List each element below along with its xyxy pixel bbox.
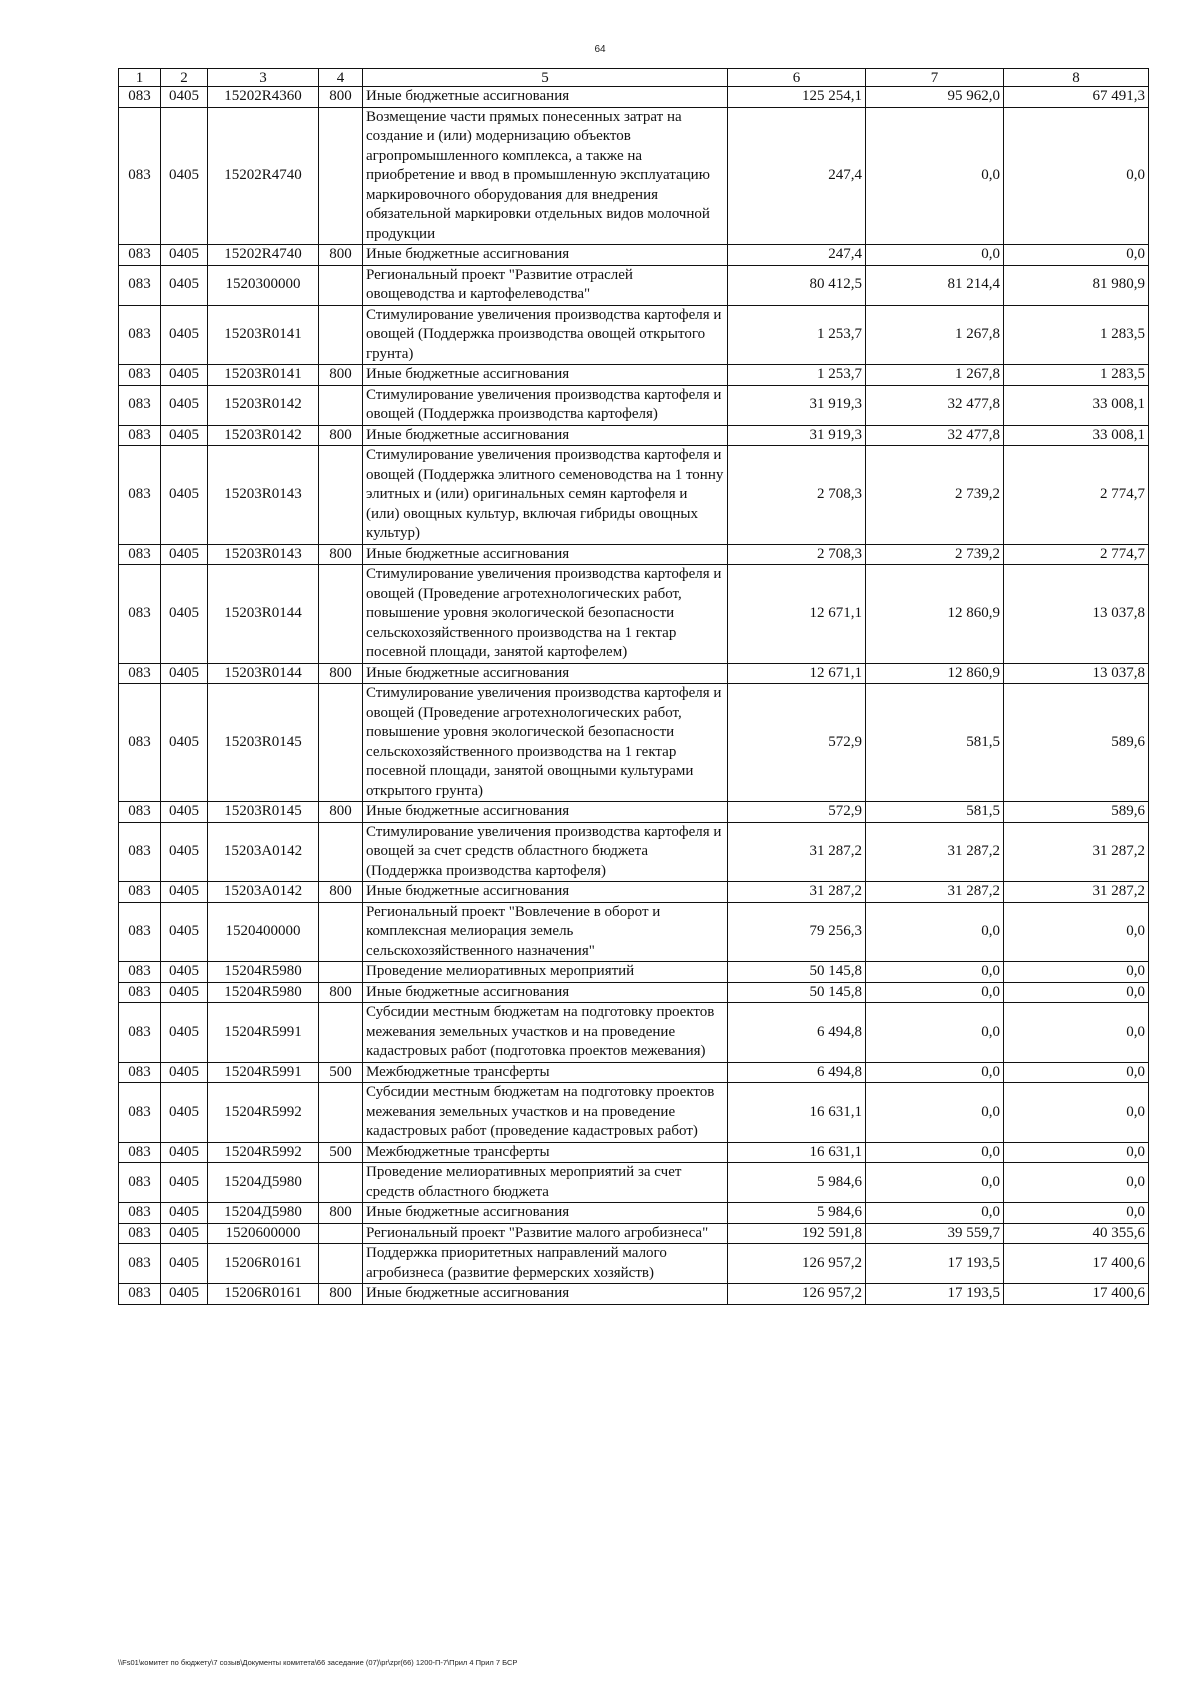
target-article-code: 15204R5980 bbox=[208, 962, 319, 983]
amount-column-7: 2 739,2 bbox=[866, 446, 1004, 545]
amount-column-6: 16 631,1 bbox=[728, 1083, 866, 1143]
target-article-code: 15203R0143 bbox=[208, 446, 319, 545]
ministry-code: 083 bbox=[119, 365, 161, 386]
amount-column-7: 581,5 bbox=[866, 684, 1004, 802]
amount-column-6: 12 671,1 bbox=[728, 565, 866, 664]
item-description: Межбюджетные трансферты bbox=[363, 1142, 728, 1163]
ministry-code: 083 bbox=[119, 245, 161, 266]
amount-column-7: 31 287,2 bbox=[866, 882, 1004, 903]
amount-column-8: 0,0 bbox=[1004, 1142, 1149, 1163]
amount-column-8: 40 355,6 bbox=[1004, 1223, 1149, 1244]
item-description: Региональный проект "Развитие отраслей овощеводства и картофелеводства" bbox=[363, 265, 728, 305]
table-row bbox=[119, 1284, 1149, 1305]
amount-column-8: 0,0 bbox=[1004, 1203, 1149, 1224]
ministry-code: 083 bbox=[119, 544, 161, 565]
item-description: Проведение мелиоративных мероприятий bbox=[363, 962, 728, 983]
ministry-code: 083 bbox=[119, 565, 161, 664]
ministry-code: 083 bbox=[119, 1223, 161, 1244]
amount-column-6: 31 919,3 bbox=[728, 425, 866, 446]
ministry-code: 083 bbox=[119, 802, 161, 823]
column-number-row bbox=[119, 69, 1149, 87]
amount-column-7: 1 267,8 bbox=[866, 305, 1004, 365]
amount-column-8: 0,0 bbox=[1004, 902, 1149, 962]
section-code: 0405 bbox=[161, 446, 208, 545]
item-description: Иные бюджетные ассигнования bbox=[363, 982, 728, 1003]
table-row bbox=[119, 684, 1149, 802]
amount-column-7: 39 559,7 bbox=[866, 1223, 1004, 1244]
table-row bbox=[119, 565, 1149, 664]
table-row bbox=[119, 1003, 1149, 1063]
section-code: 0405 bbox=[161, 365, 208, 386]
amount-column-8: 0,0 bbox=[1004, 245, 1149, 266]
amount-column-7: 0,0 bbox=[866, 245, 1004, 266]
item-description: Поддержка приоритетных направлений малого агробизнеса (развитие фермерских хозяйств) bbox=[363, 1244, 728, 1284]
ministry-code: 083 bbox=[119, 663, 161, 684]
table-row bbox=[119, 305, 1149, 365]
table-row bbox=[119, 1163, 1149, 1203]
expense-type-code bbox=[319, 265, 363, 305]
table-row bbox=[119, 265, 1149, 305]
target-article-code: 15203R0142 bbox=[208, 425, 319, 446]
expense-type-code: 800 bbox=[319, 1284, 363, 1305]
target-article-code: 15204R5992 bbox=[208, 1142, 319, 1163]
target-article-code: 15202R4740 bbox=[208, 245, 319, 266]
table-row bbox=[119, 365, 1149, 386]
target-article-code: 15202R4360 bbox=[208, 87, 319, 108]
table-row bbox=[119, 1062, 1149, 1083]
page-number: 64 bbox=[594, 44, 606, 55]
ministry-code: 083 bbox=[119, 305, 161, 365]
table-row bbox=[119, 902, 1149, 962]
column-header: 3 bbox=[208, 69, 319, 87]
table-row bbox=[119, 1203, 1149, 1224]
expense-type-code: 500 bbox=[319, 1062, 363, 1083]
amount-column-6: 247,4 bbox=[728, 107, 866, 245]
expense-type-code: 800 bbox=[319, 245, 363, 266]
item-description: Стимулирование увеличения производства картофеля и овощей (Поддержка производства овощей открытого грунта) bbox=[363, 305, 728, 365]
ministry-code: 083 bbox=[119, 822, 161, 882]
section-code: 0405 bbox=[161, 663, 208, 684]
column-header: 6 bbox=[728, 69, 866, 87]
amount-column-6: 16 631,1 bbox=[728, 1142, 866, 1163]
target-article-code: 15203R0141 bbox=[208, 305, 319, 365]
target-article-code: 15206R0161 bbox=[208, 1244, 319, 1284]
section-code: 0405 bbox=[161, 802, 208, 823]
section-code: 0405 bbox=[161, 245, 208, 266]
target-article-code: 15203R0143 bbox=[208, 544, 319, 565]
item-description: Региональный проект "Развитие малого агробизнеса" bbox=[363, 1223, 728, 1244]
table-row bbox=[119, 1083, 1149, 1143]
ministry-code: 083 bbox=[119, 882, 161, 903]
ministry-code: 083 bbox=[119, 1284, 161, 1305]
expense-type-code bbox=[319, 684, 363, 802]
amount-column-8: 17 400,6 bbox=[1004, 1284, 1149, 1305]
item-description: Иные бюджетные ассигнования bbox=[363, 882, 728, 903]
column-header: 4 bbox=[319, 69, 363, 87]
amount-column-7: 0,0 bbox=[866, 1003, 1004, 1063]
amount-column-6: 6 494,8 bbox=[728, 1003, 866, 1063]
section-code: 0405 bbox=[161, 385, 208, 425]
amount-column-6: 31 919,3 bbox=[728, 385, 866, 425]
amount-column-8: 2 774,7 bbox=[1004, 446, 1149, 545]
section-code: 0405 bbox=[161, 1163, 208, 1203]
amount-column-7: 17 193,5 bbox=[866, 1244, 1004, 1284]
amount-column-7: 0,0 bbox=[866, 1203, 1004, 1224]
section-code: 0405 bbox=[161, 265, 208, 305]
expense-type-code bbox=[319, 822, 363, 882]
table-row bbox=[119, 446, 1149, 545]
amount-column-8: 13 037,8 bbox=[1004, 663, 1149, 684]
item-description: Иные бюджетные ассигнования bbox=[363, 544, 728, 565]
amount-column-6: 50 145,8 bbox=[728, 962, 866, 983]
target-article-code: 15204R5991 bbox=[208, 1003, 319, 1063]
expense-type-code bbox=[319, 385, 363, 425]
ministry-code: 083 bbox=[119, 1062, 161, 1083]
target-article-code: 15203R0144 bbox=[208, 565, 319, 664]
item-description: Субсидии местным бюджетам на подготовку проектов межевания земельных участков и на проведение кадастровых работ (подготовка проектов межевания) bbox=[363, 1003, 728, 1063]
item-description: Стимулирование увеличения производства картофеля и овощей (Проведение агротехнологических работ, повышение уровня экологической безопасности сельскохозяйственного производства на 1 гектар посевной площади, занятой картофелем) bbox=[363, 565, 728, 664]
amount-column-6: 5 984,6 bbox=[728, 1163, 866, 1203]
footer-file-path: \\Fs01\комитет по бюджету\7 созыв\Документы комитета\66 заседание (07)\pr\zpr(66) 1200-П-7\Прил 4 Прил 7 БСР bbox=[118, 1658, 518, 1667]
section-code: 0405 bbox=[161, 1284, 208, 1305]
amount-column-7: 17 193,5 bbox=[866, 1284, 1004, 1305]
target-article-code: 15206R0161 bbox=[208, 1284, 319, 1305]
amount-column-8: 0,0 bbox=[1004, 1062, 1149, 1083]
table-row bbox=[119, 107, 1149, 245]
target-article-code: 15204R5992 bbox=[208, 1083, 319, 1143]
item-description: Иные бюджетные ассигнования bbox=[363, 802, 728, 823]
amount-column-6: 572,9 bbox=[728, 802, 866, 823]
amount-column-7: 31 287,2 bbox=[866, 822, 1004, 882]
amount-column-6: 126 957,2 bbox=[728, 1244, 866, 1284]
target-article-code: 1520600000 bbox=[208, 1223, 319, 1244]
item-description: Региональный проект "Вовлечение в оборот и комплексная мелиорация земель сельскохозяйственного назначения" bbox=[363, 902, 728, 962]
amount-column-6: 192 591,8 bbox=[728, 1223, 866, 1244]
section-code: 0405 bbox=[161, 684, 208, 802]
amount-column-7: 581,5 bbox=[866, 802, 1004, 823]
amount-column-8: 589,6 bbox=[1004, 684, 1149, 802]
expense-type-code bbox=[319, 1083, 363, 1143]
expense-type-code bbox=[319, 565, 363, 664]
expense-type-code: 800 bbox=[319, 802, 363, 823]
table-row bbox=[119, 962, 1149, 983]
target-article-code: 15204Д5980 bbox=[208, 1203, 319, 1224]
expense-type-code: 800 bbox=[319, 544, 363, 565]
section-code: 0405 bbox=[161, 1223, 208, 1244]
amount-column-8: 1 283,5 bbox=[1004, 305, 1149, 365]
amount-column-8: 0,0 bbox=[1004, 982, 1149, 1003]
expense-type-code: 800 bbox=[319, 365, 363, 386]
column-header: 8 bbox=[1004, 69, 1149, 87]
expense-type-code bbox=[319, 107, 363, 245]
section-code: 0405 bbox=[161, 305, 208, 365]
amount-column-8: 33 008,1 bbox=[1004, 385, 1149, 425]
target-article-code: 15203R0144 bbox=[208, 663, 319, 684]
column-header: 7 bbox=[866, 69, 1004, 87]
expense-type-code: 800 bbox=[319, 425, 363, 446]
expense-type-code: 800 bbox=[319, 882, 363, 903]
amount-column-7: 1 267,8 bbox=[866, 365, 1004, 386]
amount-column-7: 95 962,0 bbox=[866, 87, 1004, 108]
column-header: 1 bbox=[119, 69, 161, 87]
amount-column-6: 1 253,7 bbox=[728, 305, 866, 365]
table-row bbox=[119, 544, 1149, 565]
amount-column-8: 0,0 bbox=[1004, 962, 1149, 983]
expense-type-code: 800 bbox=[319, 1203, 363, 1224]
ministry-code: 083 bbox=[119, 902, 161, 962]
amount-column-8: 1 283,5 bbox=[1004, 365, 1149, 386]
amount-column-6: 2 708,3 bbox=[728, 544, 866, 565]
ministry-code: 083 bbox=[119, 1003, 161, 1063]
ministry-code: 083 bbox=[119, 1244, 161, 1284]
amount-column-8: 31 287,2 bbox=[1004, 882, 1149, 903]
ministry-code: 083 bbox=[119, 1142, 161, 1163]
amount-column-6: 126 957,2 bbox=[728, 1284, 866, 1305]
table-row bbox=[119, 245, 1149, 266]
ministry-code: 083 bbox=[119, 425, 161, 446]
item-description: Стимулирование увеличения производства картофеля и овощей (Поддержка элитного семеноводства на 1 тонну элитных и (или) оригинальных семян картофеля и (или) овощных культур, включая гибриды овощных культур) bbox=[363, 446, 728, 545]
item-description: Иные бюджетные ассигнования bbox=[363, 245, 728, 266]
expense-type-code: 800 bbox=[319, 982, 363, 1003]
ministry-code: 083 bbox=[119, 962, 161, 983]
section-code: 0405 bbox=[161, 1062, 208, 1083]
column-header: 5 bbox=[363, 69, 728, 87]
amount-column-7: 0,0 bbox=[866, 1062, 1004, 1083]
amount-column-7: 0,0 bbox=[866, 962, 1004, 983]
amount-column-7: 0,0 bbox=[866, 1142, 1004, 1163]
table-row bbox=[119, 802, 1149, 823]
section-code: 0405 bbox=[161, 1083, 208, 1143]
amount-column-7: 32 477,8 bbox=[866, 385, 1004, 425]
ministry-code: 083 bbox=[119, 1163, 161, 1203]
target-article-code: 1520400000 bbox=[208, 902, 319, 962]
item-description: Иные бюджетные ассигнования bbox=[363, 1203, 728, 1224]
section-code: 0405 bbox=[161, 882, 208, 903]
item-description: Стимулирование увеличения производства картофеля и овощей (Поддержка производства картофеля) bbox=[363, 385, 728, 425]
section-code: 0405 bbox=[161, 902, 208, 962]
amount-column-6: 31 287,2 bbox=[728, 822, 866, 882]
section-code: 0405 bbox=[161, 87, 208, 108]
amount-column-8: 0,0 bbox=[1004, 1003, 1149, 1063]
section-code: 0405 bbox=[161, 1244, 208, 1284]
amount-column-8: 81 980,9 bbox=[1004, 265, 1149, 305]
section-code: 0405 bbox=[161, 1142, 208, 1163]
section-code: 0405 bbox=[161, 565, 208, 664]
target-article-code: 1520300000 bbox=[208, 265, 319, 305]
ministry-code: 083 bbox=[119, 684, 161, 802]
target-article-code: 15203R0141 bbox=[208, 365, 319, 386]
table-row bbox=[119, 425, 1149, 446]
amount-column-6: 247,4 bbox=[728, 245, 866, 266]
item-description: Иные бюджетные ассигнования bbox=[363, 425, 728, 446]
ministry-code: 083 bbox=[119, 982, 161, 1003]
amount-column-8: 589,6 bbox=[1004, 802, 1149, 823]
amount-column-7: 0,0 bbox=[866, 107, 1004, 245]
amount-column-6: 572,9 bbox=[728, 684, 866, 802]
target-article-code: 15203R0142 bbox=[208, 385, 319, 425]
amount-column-6: 50 145,8 bbox=[728, 982, 866, 1003]
item-description: Межбюджетные трансферты bbox=[363, 1062, 728, 1083]
target-article-code: 15204Д5980 bbox=[208, 1163, 319, 1203]
expense-type-code: 800 bbox=[319, 87, 363, 108]
target-article-code: 15203R0145 bbox=[208, 802, 319, 823]
target-article-code: 15204R5991 bbox=[208, 1062, 319, 1083]
target-article-code: 15203A0142 bbox=[208, 822, 319, 882]
ministry-code: 083 bbox=[119, 1083, 161, 1143]
amount-column-6: 125 254,1 bbox=[728, 87, 866, 108]
amount-column-6: 31 287,2 bbox=[728, 882, 866, 903]
target-article-code: 15204R5980 bbox=[208, 982, 319, 1003]
expense-type-code bbox=[319, 305, 363, 365]
amount-column-8: 17 400,6 bbox=[1004, 1244, 1149, 1284]
item-description: Проведение мелиоративных мероприятий за счет средств областного бюджета bbox=[363, 1163, 728, 1203]
amount-column-7: 2 739,2 bbox=[866, 544, 1004, 565]
amount-column-7: 81 214,4 bbox=[866, 265, 1004, 305]
amount-column-7: 12 860,9 bbox=[866, 663, 1004, 684]
amount-column-8: 13 037,8 bbox=[1004, 565, 1149, 664]
column-header: 2 bbox=[161, 69, 208, 87]
table-row bbox=[119, 822, 1149, 882]
target-article-code: 15203R0145 bbox=[208, 684, 319, 802]
target-article-code: 15203A0142 bbox=[208, 882, 319, 903]
amount-column-8: 0,0 bbox=[1004, 107, 1149, 245]
table-row bbox=[119, 1223, 1149, 1244]
expense-type-code bbox=[319, 1244, 363, 1284]
table-row bbox=[119, 1244, 1149, 1284]
expense-type-code bbox=[319, 1163, 363, 1203]
item-description: Стимулирование увеличения производства картофеля и овощей за счет средств областного бюджета (Поддержка производства картофеля) bbox=[363, 822, 728, 882]
expense-type-code: 800 bbox=[319, 663, 363, 684]
amount-column-6: 80 412,5 bbox=[728, 265, 866, 305]
expense-type-code bbox=[319, 1223, 363, 1244]
table-row bbox=[119, 663, 1149, 684]
target-article-code: 15202R4740 bbox=[208, 107, 319, 245]
amount-column-6: 12 671,1 bbox=[728, 663, 866, 684]
item-description: Иные бюджетные ассигнования bbox=[363, 87, 728, 108]
amount-column-7: 32 477,8 bbox=[866, 425, 1004, 446]
amount-column-8: 31 287,2 bbox=[1004, 822, 1149, 882]
table-body bbox=[119, 87, 1149, 1305]
amount-column-7: 0,0 bbox=[866, 1163, 1004, 1203]
ministry-code: 083 bbox=[119, 1203, 161, 1224]
ministry-code: 083 bbox=[119, 446, 161, 545]
amount-column-8: 2 774,7 bbox=[1004, 544, 1149, 565]
section-code: 0405 bbox=[161, 107, 208, 245]
item-description: Субсидии местным бюджетам на подготовку проектов межевания земельных участков и на проведение кадастровых работ (проведение кадастровых работ) bbox=[363, 1083, 728, 1143]
amount-column-6: 5 984,6 bbox=[728, 1203, 866, 1224]
item-description: Стимулирование увеличения производства картофеля и овощей (Проведение агротехнологических работ, повышение уровня экологической безопасности сельскохозяйственного производства на 1 гектар посевной площади, занятой овощными культурами открытого грунта) bbox=[363, 684, 728, 802]
item-description: Иные бюджетные ассигнования bbox=[363, 365, 728, 386]
amount-column-6: 79 256,3 bbox=[728, 902, 866, 962]
item-description: Иные бюджетные ассигнования bbox=[363, 1284, 728, 1305]
amount-column-6: 2 708,3 bbox=[728, 446, 866, 545]
amount-column-7: 12 860,9 bbox=[866, 565, 1004, 664]
amount-column-7: 0,0 bbox=[866, 902, 1004, 962]
expense-type-code bbox=[319, 902, 363, 962]
table-row bbox=[119, 385, 1149, 425]
amount-column-6: 6 494,8 bbox=[728, 1062, 866, 1083]
amount-column-7: 0,0 bbox=[866, 1083, 1004, 1143]
amount-column-8: 0,0 bbox=[1004, 1083, 1149, 1143]
item-description: Иные бюджетные ассигнования bbox=[363, 663, 728, 684]
table-row bbox=[119, 1142, 1149, 1163]
amount-column-7: 0,0 bbox=[866, 982, 1004, 1003]
table-row bbox=[119, 982, 1149, 1003]
expense-type-code bbox=[319, 1003, 363, 1063]
ministry-code: 083 bbox=[119, 107, 161, 245]
table-row bbox=[119, 882, 1149, 903]
amount-column-8: 0,0 bbox=[1004, 1163, 1149, 1203]
section-code: 0405 bbox=[161, 544, 208, 565]
item-description: Возмещение части прямых понесенных затрат на создание и (или) модернизацию объектов агропромышленного комплекса, а также на приобретение и ввод в промышленную эксплуатацию маркировочного оборудования для внедрения обязательной маркировки отдельных видов молочной продукции bbox=[363, 107, 728, 245]
expense-type-code: 500 bbox=[319, 1142, 363, 1163]
amount-column-6: 1 253,7 bbox=[728, 365, 866, 386]
section-code: 0405 bbox=[161, 1203, 208, 1224]
section-code: 0405 bbox=[161, 425, 208, 446]
expense-type-code bbox=[319, 962, 363, 983]
section-code: 0405 bbox=[161, 982, 208, 1003]
table-row bbox=[119, 87, 1149, 108]
amount-column-8: 33 008,1 bbox=[1004, 425, 1149, 446]
amount-column-8: 67 491,3 bbox=[1004, 87, 1149, 108]
section-code: 0405 bbox=[161, 962, 208, 983]
expense-type-code bbox=[319, 446, 363, 545]
ministry-code: 083 bbox=[119, 87, 161, 108]
ministry-code: 083 bbox=[119, 385, 161, 425]
ministry-code: 083 bbox=[119, 265, 161, 305]
section-code: 0405 bbox=[161, 1003, 208, 1063]
budget-table bbox=[118, 68, 1149, 1305]
section-code: 0405 bbox=[161, 822, 208, 882]
